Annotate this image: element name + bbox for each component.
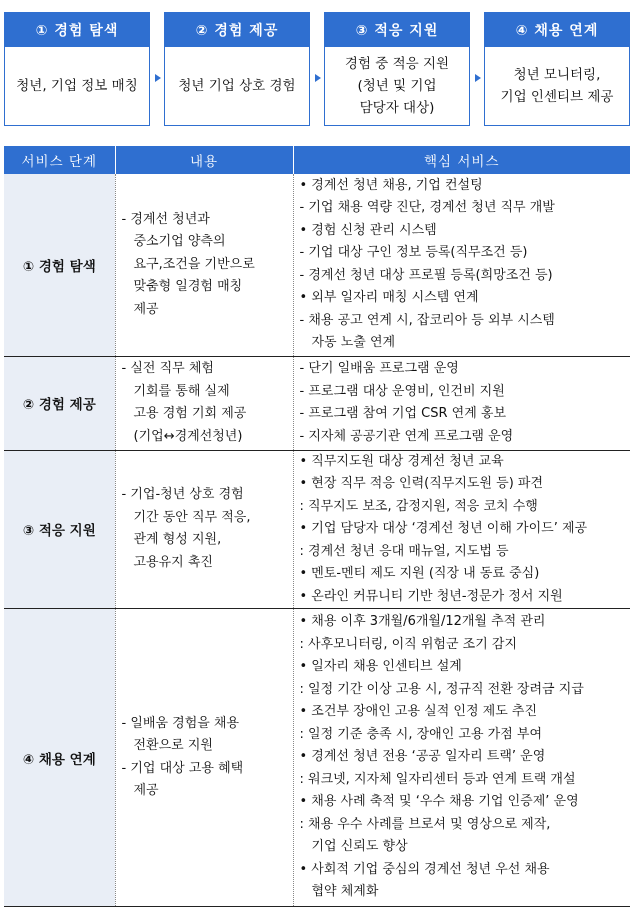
arrow-right-icon — [315, 74, 321, 82]
text-line: • 직무지도원 대상 경계선 청년 교육 — [299, 453, 504, 469]
process-flow — [4, 12, 630, 126]
step-title: ③ 적응 지원 — [325, 13, 469, 47]
content-cell — [115, 356, 293, 450]
table-row — [4, 174, 630, 356]
text-line: - 기업 대상 구인 정보 등록(직무조건 등) — [299, 245, 528, 261]
text-line: (기업↔경계선청년) — [133, 428, 243, 444]
text-line: - 채용 공고 연계 시, 잡코리아 등 외부 시스템 — [299, 312, 555, 328]
text-line: • 채용 사례 축적 및 ‘우수 채용 기업 인증제’ 운영 — [299, 794, 579, 810]
text-line: 맞춤형 일경험 매칭 — [133, 279, 243, 294]
core-service-cell — [293, 609, 630, 907]
text-line: 고용유지 촉진 — [133, 554, 213, 570]
step-card-explore — [4, 12, 150, 126]
header-content: 내용 — [115, 146, 293, 174]
text-line: • 경험 신청 관리 시스템 — [299, 222, 437, 238]
text-line: - 기업 대상 고용 혜택 — [121, 760, 244, 776]
text-line: 협약 체계화 — [311, 884, 379, 900]
table-row — [4, 609, 630, 907]
arrow-right-icon — [155, 74, 161, 82]
text-line: 기회를 통해 실제 — [133, 383, 230, 399]
text-line: : 워크넷, 지자체 일자리센터 등과 연계 트랙 개설 — [299, 771, 576, 787]
text-line: 기업 신뢰도 향상 — [311, 839, 408, 855]
text-line: - 기업-청년 상호 경험 — [121, 487, 244, 503]
text-line: • 일자리 채용 인센티브 설계 — [299, 659, 462, 675]
text-line: 전환으로 지원 — [133, 738, 213, 753]
text-line: - 단기 일배움 프로그램 운영 — [299, 361, 459, 376]
stage-cell: ① 경험 탐색 — [4, 174, 115, 356]
text-line: : 사후모니터링, 이직 위험군 조기 감지 — [299, 636, 518, 652]
step-card-hire — [484, 12, 630, 126]
text-line: 자동 노출 연계 — [311, 335, 396, 351]
text-line: 기간 동안 직무 적응, — [133, 509, 251, 525]
text-line: - 실전 직무 체험 — [121, 361, 214, 376]
text-line: 관계 형성 지원, — [133, 532, 222, 548]
text-line: - 지자체 공공기관 연계 프로그램 운영 — [299, 428, 514, 444]
header-stage: 서비스 단계 — [4, 146, 115, 174]
text-line: : 일정 기준 충족 시, 장애인 고용 가점 부여 — [299, 726, 542, 742]
step-description: 청년, 기업 정보 매칭 — [16, 78, 138, 94]
text-line: • 조건부 장애인 고용 실적 인정 제도 추진 — [299, 704, 538, 720]
step-description: 청년 모니터링, 기업 인센티브 제공 — [500, 67, 614, 105]
stage-cell: ② 경험 제공 — [4, 356, 115, 450]
content-cell — [115, 609, 293, 907]
text-line: 제공 — [133, 301, 159, 317]
text-line: • 사회적 기업 중심의 경계선 청년 우선 채용 — [299, 861, 550, 877]
text-line: 중소기업 양측의 — [133, 234, 226, 249]
text-line: • 기업 담당자 대상 ‘경계선 청년 이해 가이드’ 제공 — [299, 521, 588, 536]
step-card-provide — [164, 12, 310, 126]
text-line: • 현장 직무 적응 인력(직무지도원 등) 파견 — [299, 476, 544, 491]
text-line: • 멘토-멘티 제도 지원 (직장 내 동료 중심) — [299, 566, 540, 581]
table-row — [4, 450, 630, 609]
text-line: - 경계선 청년과 — [121, 211, 210, 227]
step-description: 청년 기업 상호 경험 — [178, 78, 296, 94]
text-line: : 경계선 청년 응대 매뉴얼, 지도법 등 — [299, 543, 509, 559]
text-line: - 기업 채용 역량 진단, 경계선 청년 직무 개발 — [299, 200, 555, 216]
step-title: ④ 채용 연계 — [485, 13, 629, 47]
text-line: • 경계선 청년 전용 ‘공공 일자리 트랙’ 운영 — [299, 749, 546, 765]
content-cell — [115, 450, 293, 609]
stage-cell: ④ 채용 연계 — [4, 609, 115, 907]
text-line: - 경계선 청년 대상 프로필 등록(희망조건 등) — [299, 267, 553, 283]
text-line: - 일배움 경험을 채용 — [121, 715, 240, 731]
text-line: 요구,조건을 기반으로 — [133, 256, 255, 272]
core-service-cell — [293, 356, 630, 450]
text-line: : 채용 우수 사례를 브로셔 및 영상으로 제작, — [299, 816, 551, 832]
header-core-service: 핵심 서비스 — [293, 146, 630, 174]
text-line: - 프로그램 참여 기업 CSR 연계 홍보 — [299, 406, 507, 421]
text-line: 고용 경험 기회 제공 — [133, 406, 247, 421]
table-header-row — [4, 146, 630, 174]
text-line: 제공 — [133, 783, 159, 798]
content-cell — [115, 174, 293, 356]
step-title: ② 경험 제공 — [165, 13, 309, 47]
core-service-cell — [293, 450, 630, 609]
core-service-cell — [293, 174, 630, 356]
text-line: - 프로그램 대상 운영비, 인건비 지원 — [299, 383, 505, 399]
text-line: • 채용 이후 3개월/6개월/12개월 추적 관리 — [299, 614, 546, 630]
step-description: 경험 중 적응 지원 (청년 및 기업 담당자 대상) — [344, 56, 450, 116]
step-card-adapt — [324, 12, 470, 126]
text-line: • 경계선 청년 채용, 기업 컨설팅 — [299, 177, 483, 193]
step-title: ① 경험 탐색 — [5, 13, 149, 47]
table-row — [4, 356, 630, 450]
arrow-right-icon — [475, 74, 481, 82]
stage-cell: ③ 적응 지원 — [4, 450, 115, 609]
text-line: : 직무지도 보조, 감정지원, 적응 코치 수행 — [299, 498, 538, 514]
text-line: • 외부 일자리 매칭 시스템 연계 — [299, 290, 479, 306]
text-line: : 일정 기간 이상 고용 시, 정규직 전환 장려금 지급 — [299, 681, 584, 697]
text-line: • 온라인 커뮤니티 기반 청년-정문가 정서 지원 — [299, 588, 563, 604]
service-table — [4, 146, 630, 907]
